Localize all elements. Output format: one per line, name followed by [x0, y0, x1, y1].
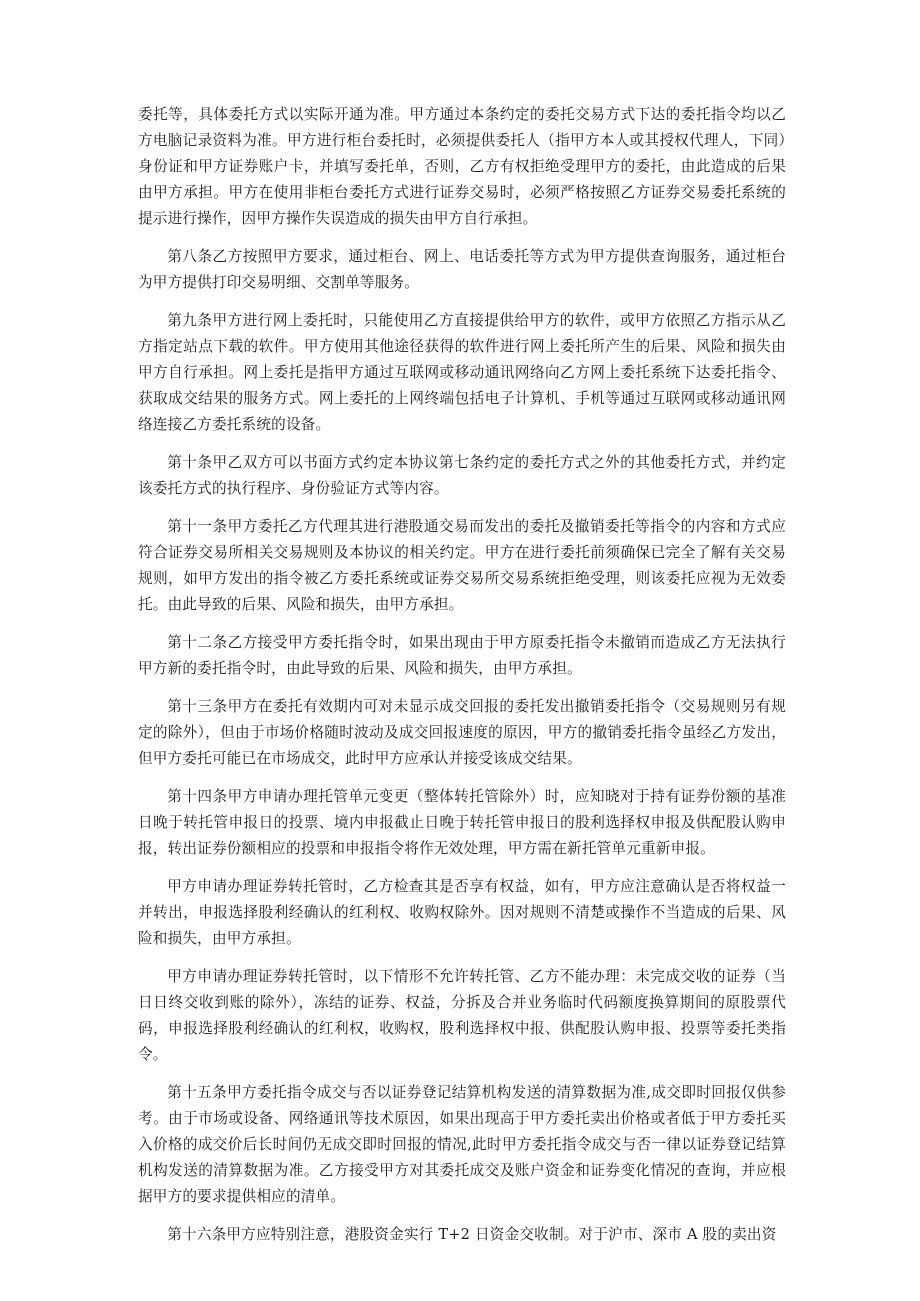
paragraph-article-14: 第十四条甲方申请办理托管单元变更（整体转托管除外）时，应知晓对于持有证券份额的基准日晚于转托管申报日的投票、境内申报截止日晚于转托管申报日的股利选择权申报及供配股认购申报，转出证券份额相应的投票和申报指令将作无效处理，甲方需在新托管单元重新申报。 — [138, 788, 786, 857]
paragraph-article-16: 第十六条甲方应特别注意，港股资金实行 T+2 日资金交收制。对于沪市、深市 A 股的卖出资 — [167, 1226, 777, 1243]
paragraph-article-11: 第十一条甲方委托乙方代理其进行港股通交易而发出的委托及撤销委托等指令的内容和方式应符合证券交易所相关交易规则及本协议的相关约定。甲方在进行委托前须确保已完全了解有关交易规则，如甲方发出的指令被乙方委托系统或证券交易所交易系统拒绝受理，则该委托应视为无效委托。由此导致的后果、风险和损失，由甲方承担。 — [138, 518, 786, 613]
document-page — [138, 102, 786, 1260]
paragraph-article-12: 第十二条乙方接受甲方委托指令时，如果出现由于甲方原委托指令未撤销而造成乙方无法执行甲方新的委托指令时，由此导致的后果、风险和损失，由甲方承担。 — [138, 634, 786, 677]
paragraph-article-14-rights: 甲方申请办理证券转托管时，乙方检查其是否享有权益，如有，甲方应注意确认是否将权益一并转出，申报选择股利经确认的红利权、收购权除外。因对规则不清楚或操作不当造成的后果、风险和损失，由甲方承担。 — [138, 878, 786, 947]
paragraph-article-10: 第十条甲乙双方可以书面方式约定本协议第七条约定的委托方式之外的其他委托方式，并约定该委托方式的执行程序、身份验证方式等内容。 — [138, 454, 786, 497]
paragraph-article-15: 第十五条甲方委托指令成交与否以证券登记结算机构发送的清算数据为准,成交即时回报仅供参考。由于市场或设备、网络通讯等技术原因，如果出现高于甲方委托卖出价格或者低于甲方委托买入价格的成交价后长时间仍无成交即时回报的情况,此时甲方委托指令成交与否一律以证券登记结算机构发送的清算数据为准。乙方接受甲方对其委托成交及账户资金和证券变化情况的查询，并应根据甲方的要求提供相应的清单。 — [138, 1084, 786, 1205]
paragraph-article-13: 第十三条甲方在委托有效期内可对未显示成交回报的委托发出撤销委托指令（交易规则另有规定的除外），但由于市场价格随时波动及成交回报速度的原因，甲方的撤销委托指令虽经乙方发出，但甲方委托可能已在市场成交，此时甲方应承认并接受该成交结果。 — [138, 698, 786, 767]
paragraph-article-9: 第九条甲方进行网上委托时，只能使用乙方直接提供给甲方的软件，或甲方依照乙方指示从乙方指定站点下载的软件。甲方使用其他途径获得的软件进行网上委托所产生的后果、风险和损失由甲方自行承担。网上委托是指甲方通过互联网或移动通讯网络向乙方网上委托系统下达委托指令、获取成交结果的服务方式。网上委托的上网终端包括电子计算机、手机等通过互联网或移动通讯网络连接乙方委托系统的设备。 — [138, 312, 786, 433]
paragraph-continuation: 委托等，具体委托方式以实际开通为准。甲方通过本条约定的委托交易方式下达的委托指令均以乙方电脑记录资料为准。甲方进行柜台委托时，必须提供委托人（指甲方本人或其授权代理人，下同）身份证和甲方证券账户卡，并填写委托单，否则，乙方有权拒绝受理甲方的委托，由此造成的后果由甲方承担。甲方在使用非柜台委托方式进行证券交易时，必须严格按照乙方证券交易委托系统的提示进行操作，因甲方操作失误造成的损失由甲方自行承担。 — [138, 106, 786, 227]
paragraph-article-8: 第八条乙方按照甲方要求，通过柜台、网上、电话委托等方式为甲方提供查询服务，通过柜台为甲方提供打印交易明细、交割单等服务。 — [138, 248, 786, 291]
paragraph-article-14-restrictions: 甲方申请办理证券转托管时，以下情形不允许转托管、乙方不能办理：未完成交收的证券（当日日终交收到账的除外），冻结的证券、权益，分拆及合并业务临时代码额度换算期间的原股票代码，申报选择股利经确认的红利权，收购权，股利选择权中报、供配股认购申报、投票等委托类指令。 — [138, 968, 786, 1063]
